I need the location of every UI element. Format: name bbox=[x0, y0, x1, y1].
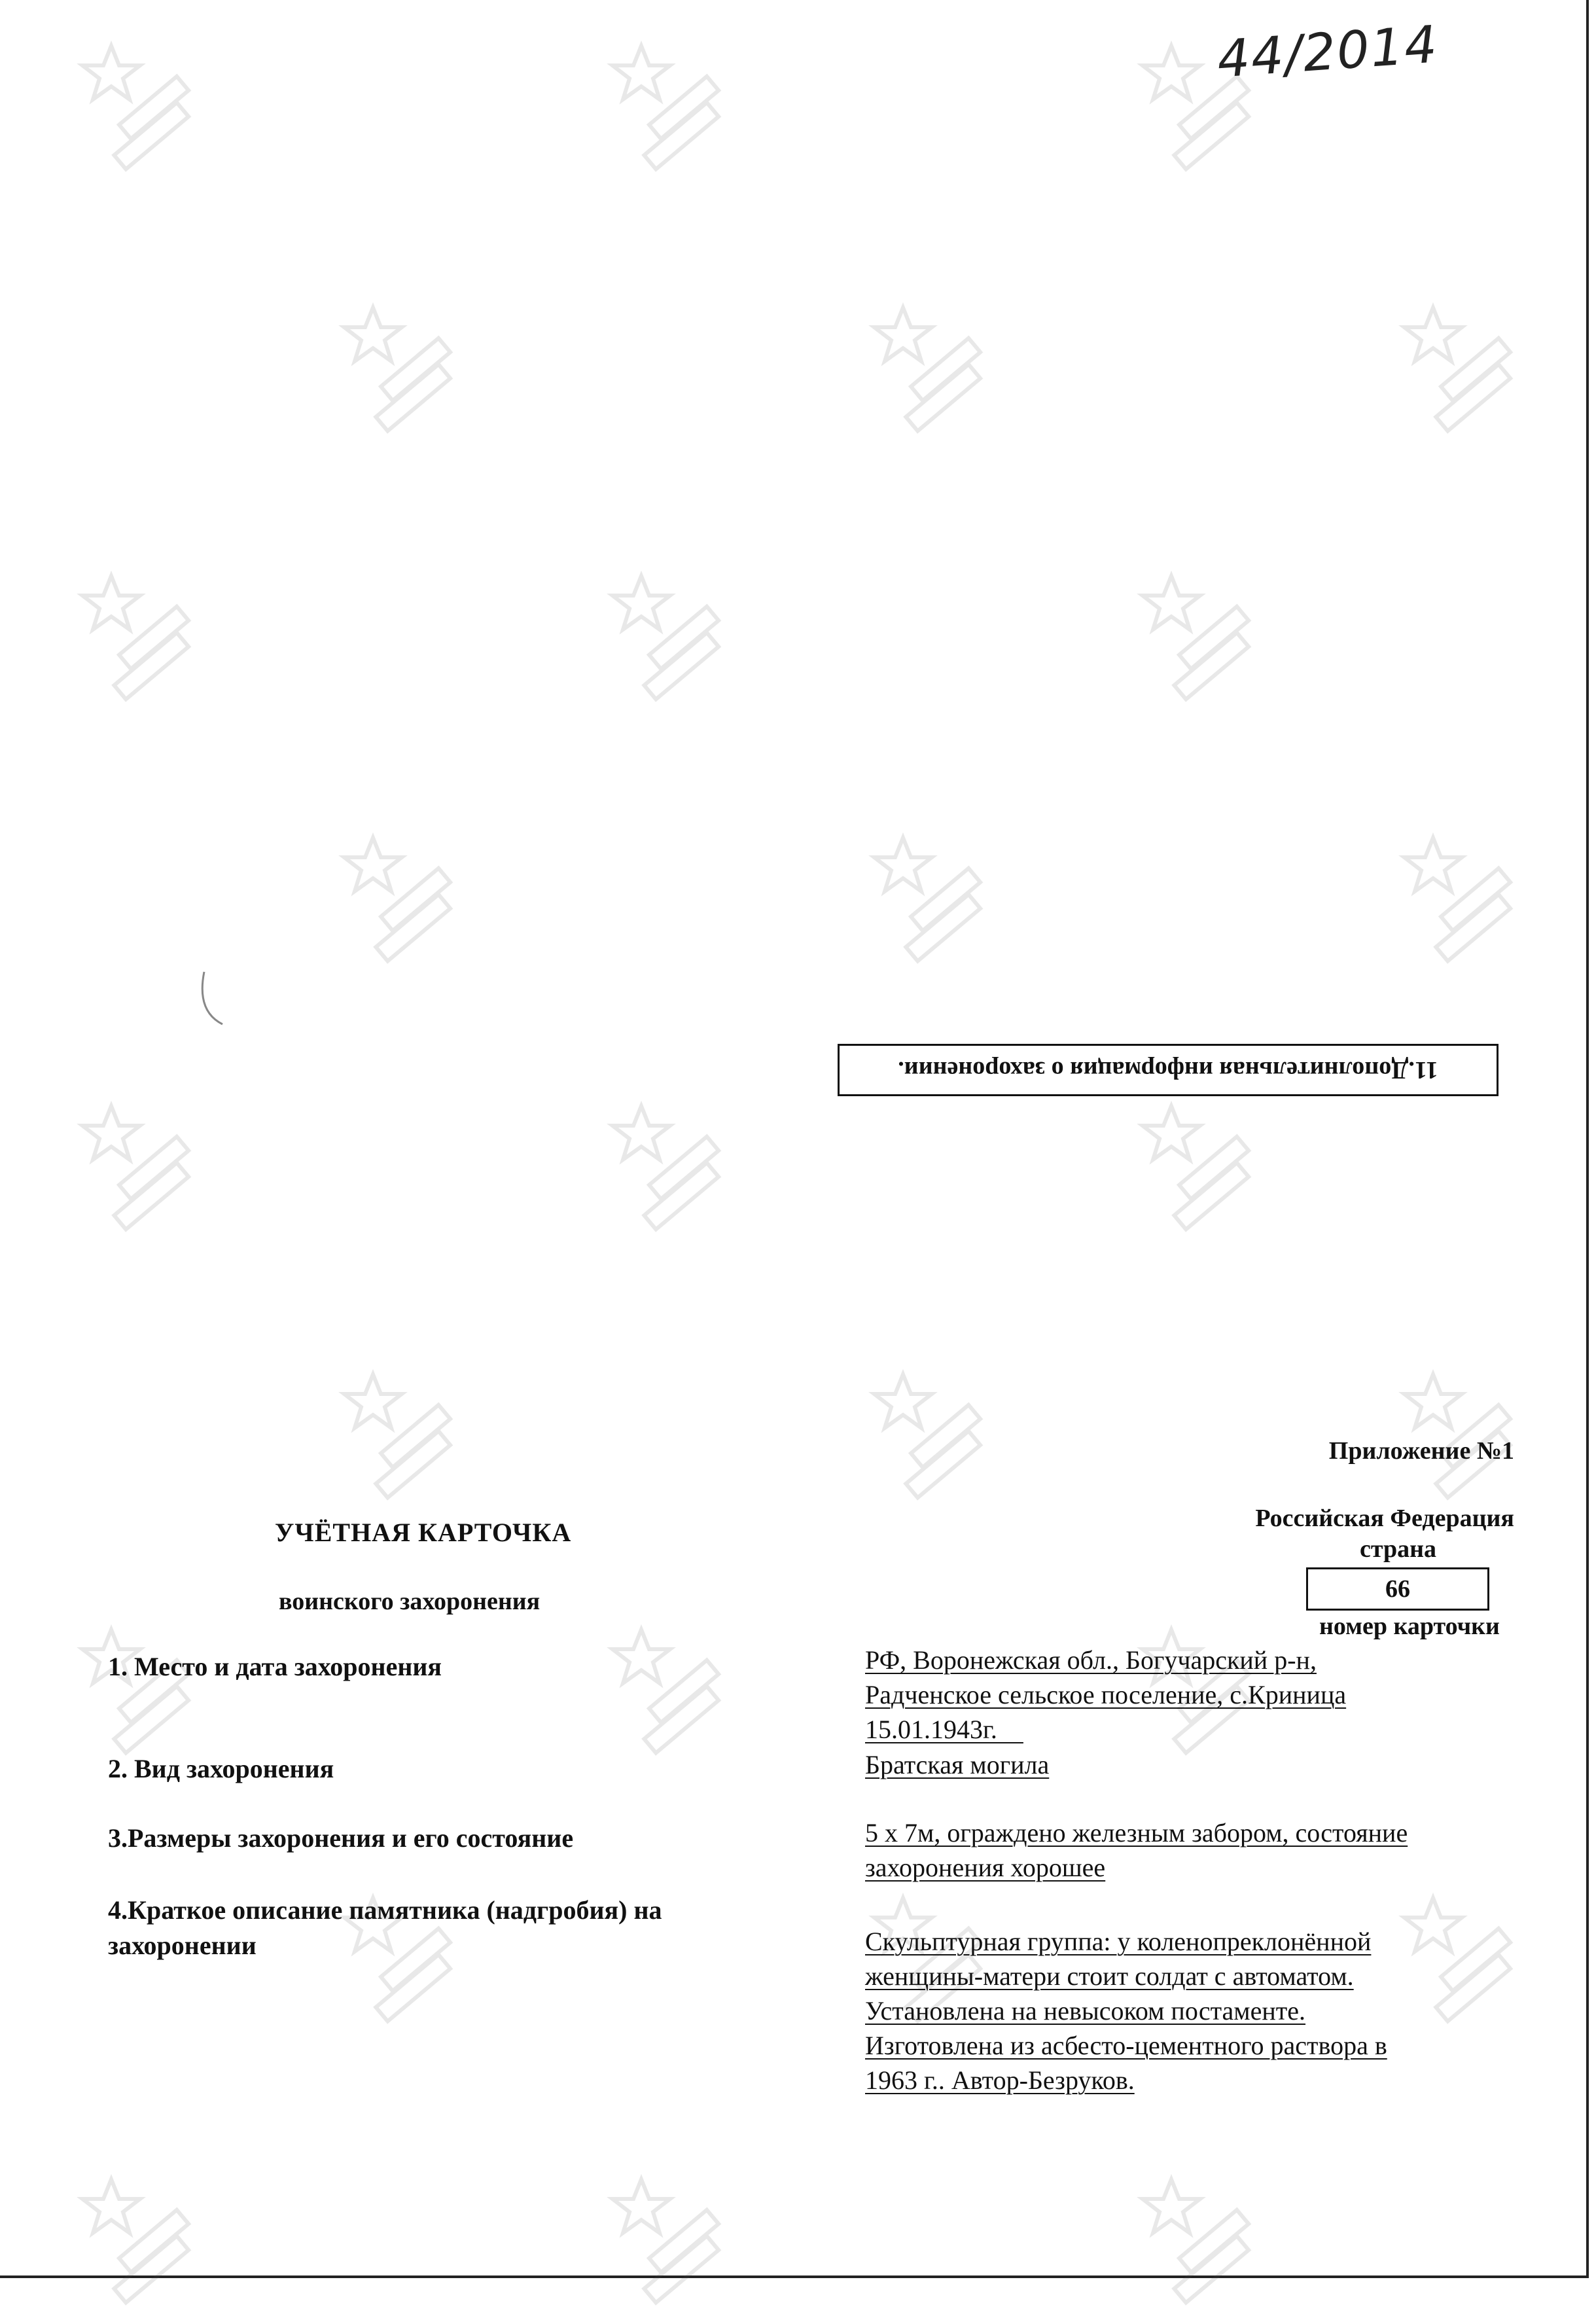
watermark-stamp-icon bbox=[72, 2173, 203, 2317]
upside-down-section-title: 11.Дополнительная информация о захоронении. bbox=[898, 1056, 1438, 1084]
upside-down-section-box bbox=[838, 1044, 1498, 1096]
section-label-line: 3.Размеры захоронения и его состояние bbox=[108, 1823, 574, 1853]
appendix-label: Приложение №1 bbox=[1328, 1437, 1514, 1465]
watermark-stamp-icon bbox=[602, 569, 733, 713]
watermark-stamp-icon bbox=[1394, 831, 1525, 975]
section-value-line: 5 х 7м, ограждено железным забором, состояние bbox=[865, 1818, 1408, 1847]
section-label-line: 1. Место и дата захоронения bbox=[108, 1652, 442, 1681]
card-number: 66 bbox=[1385, 1575, 1410, 1603]
country-label: страна bbox=[1360, 1535, 1437, 1563]
section-2-label bbox=[108, 1751, 334, 1787]
country-value: Российская Федерация bbox=[1255, 1505, 1514, 1532]
section-3-label bbox=[108, 1821, 573, 1856]
section-4-value bbox=[865, 1924, 1387, 2097]
watermark-stamp-icon bbox=[72, 1623, 203, 1767]
watermark-stamp-icon bbox=[1132, 2173, 1263, 2317]
watermark-stamp-icon bbox=[334, 831, 465, 975]
watermark-stamp-icon bbox=[334, 1368, 465, 1512]
section-value-line: Братская могила bbox=[865, 1750, 1050, 1779]
watermark-stamp-icon bbox=[1132, 1099, 1263, 1243]
watermark-stamp-icon bbox=[72, 1099, 203, 1243]
watermark-stamp-icon bbox=[1394, 1891, 1525, 2035]
section-value-line: женщины-матери стоит солдат с автоматом. bbox=[865, 1961, 1354, 1991]
watermark-stamp-icon bbox=[1394, 301, 1525, 445]
section-3-value bbox=[865, 1815, 1408, 1885]
watermark-stamp-icon bbox=[602, 39, 733, 183]
document-title: УЧЁТНАЯ КАРТОЧКА bbox=[275, 1518, 572, 1547]
section-value-line: Изготовлена из асбесто-цементного раствора в bbox=[865, 2031, 1387, 2060]
card-number-label: номер карточки bbox=[1319, 1613, 1500, 1640]
section-value-line: РФ, Воронежская обл., Богучарский р-н, bbox=[865, 1645, 1317, 1675]
pencil-mark-icon bbox=[196, 969, 236, 1027]
watermark-stamp-icon bbox=[864, 301, 995, 445]
section-value-line: Скульптурная группа: у коленопреклонённой bbox=[865, 1927, 1372, 1956]
card-number-box bbox=[1306, 1567, 1489, 1611]
section-label-line: 2. Вид захоронения bbox=[108, 1754, 334, 1783]
section-value-line: 15.01.1943г. bbox=[865, 1715, 1023, 1744]
watermark-stamp-icon bbox=[864, 1368, 995, 1512]
section-value-line: захоронения хорошее bbox=[865, 1853, 1106, 1882]
section-2-value bbox=[865, 1747, 1049, 1782]
document-subtitle: воинского захоронения bbox=[279, 1588, 541, 1615]
watermark-stamp-icon bbox=[602, 2173, 733, 2317]
section-value-line: Установлена на невысоком постаменте. bbox=[865, 1996, 1306, 2026]
section-value-line: 1963 г.. Автор-Безруков. bbox=[865, 2065, 1135, 2095]
section-1-label bbox=[108, 1649, 442, 1685]
watermark-stamp-icon bbox=[864, 831, 995, 975]
watermark-stamp-icon bbox=[602, 1623, 733, 1767]
section-1-value bbox=[865, 1643, 1346, 1747]
section-value-line: Радченское сельское поселение, с.Криница bbox=[865, 1680, 1347, 1709]
watermark-stamp-icon bbox=[72, 39, 203, 183]
watermark-stamp-icon bbox=[72, 569, 203, 713]
watermark-stamp-icon bbox=[334, 301, 465, 445]
section-4-label bbox=[108, 1893, 662, 1963]
section-label-line: 4.Краткое описание памятника (надгробия) на bbox=[108, 1895, 662, 1925]
handwritten-archive-number: 44/2014 bbox=[1215, 15, 1440, 90]
section-label-line: захоронении bbox=[108, 1931, 257, 1960]
watermark-stamp-icon bbox=[1132, 569, 1263, 713]
watermark-stamp-icon bbox=[602, 1099, 733, 1243]
